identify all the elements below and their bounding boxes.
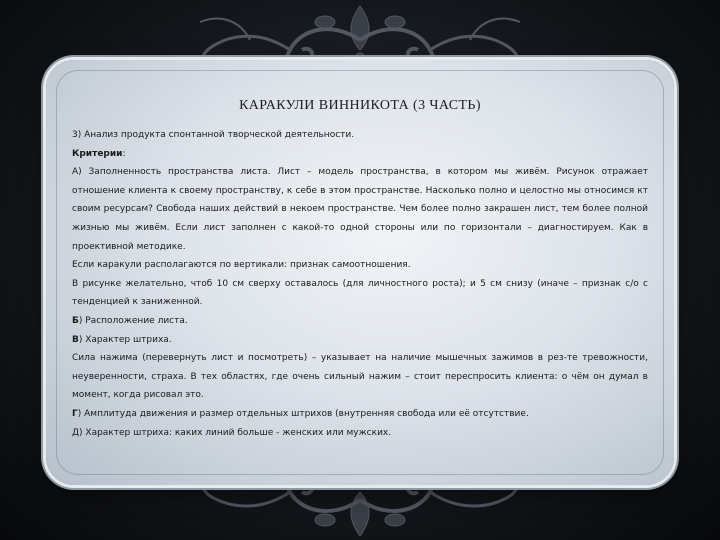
paragraph-g [72, 405, 648, 424]
paragraph-text: ) Амплитуда движения и размер отдельных штрихов (внутренняя свобода или её отсутствие. [77, 408, 529, 419]
paragraph-analysis [72, 126, 648, 145]
paragraph-vertical [72, 256, 648, 275]
paragraph-text: ) Характер штриха. [78, 334, 172, 345]
paragraph-text: Сила нажима (перевернуть лист и посмотреть) – указывает на наличие мышечных зажимов в рез-те тревожности, неуверенности, страха. В тех областях, где очень сильный нажим – стоит переспросить клиента: о чём он думал в момент, когда рисовал это. [72, 353, 648, 401]
slide-body [72, 126, 648, 442]
paragraph-pressure [72, 349, 648, 405]
paragraph-text: Если каракули располагаются по вертикали: признак самоотношения. [72, 260, 411, 271]
criteria-label: Критерии [72, 148, 123, 159]
item-letter: Б [72, 315, 79, 326]
item-letter: В [72, 334, 79, 345]
paragraph-criteria [72, 145, 648, 164]
paragraph-text: В рисунке желательно, чтоб 10 см сверху оставалось (для личностного роста); и 5 см снизу (иначе – признак с/о с тенденцией к заниженной. [72, 278, 648, 308]
slide-content-panel [46, 60, 674, 485]
paragraph-text: ) Расположение листа. [78, 315, 188, 326]
paragraph-a [72, 163, 648, 256]
item-letter: Г [72, 408, 78, 419]
paragraph-b [72, 312, 648, 331]
paragraph-text: 3) Анализ продукта спонтанной творческой деятельности. [72, 130, 355, 140]
paragraph-d [72, 424, 648, 443]
paragraph-drawing [72, 275, 648, 312]
paragraph-text: Д) Характер штриха: каких линий больше - женских или мужских. [72, 427, 392, 438]
paragraph-text: А) Заполненность пространства листа. Лист – модель пространства, в котором мы живём. Рисунок отражает отношение клиента к своему пространству, к себе в этом пространстве. Насколько полно и целостно мы относимся кт своим ресурсам? Свобода наших действий в некоем пространстве. Чем более полно закрашен лист, тем более полной жизнью мы живём. Если лист заполнен с какой-то одной стороны или по горизонтали – диагностируем. Как в проективной методике. [72, 167, 648, 252]
slide-title: КАРАКУЛИ ВИННИКОТА (3 ЧАСТЬ) [239, 98, 481, 113]
paragraph-text: : [122, 148, 126, 159]
paragraph-v [72, 331, 648, 350]
